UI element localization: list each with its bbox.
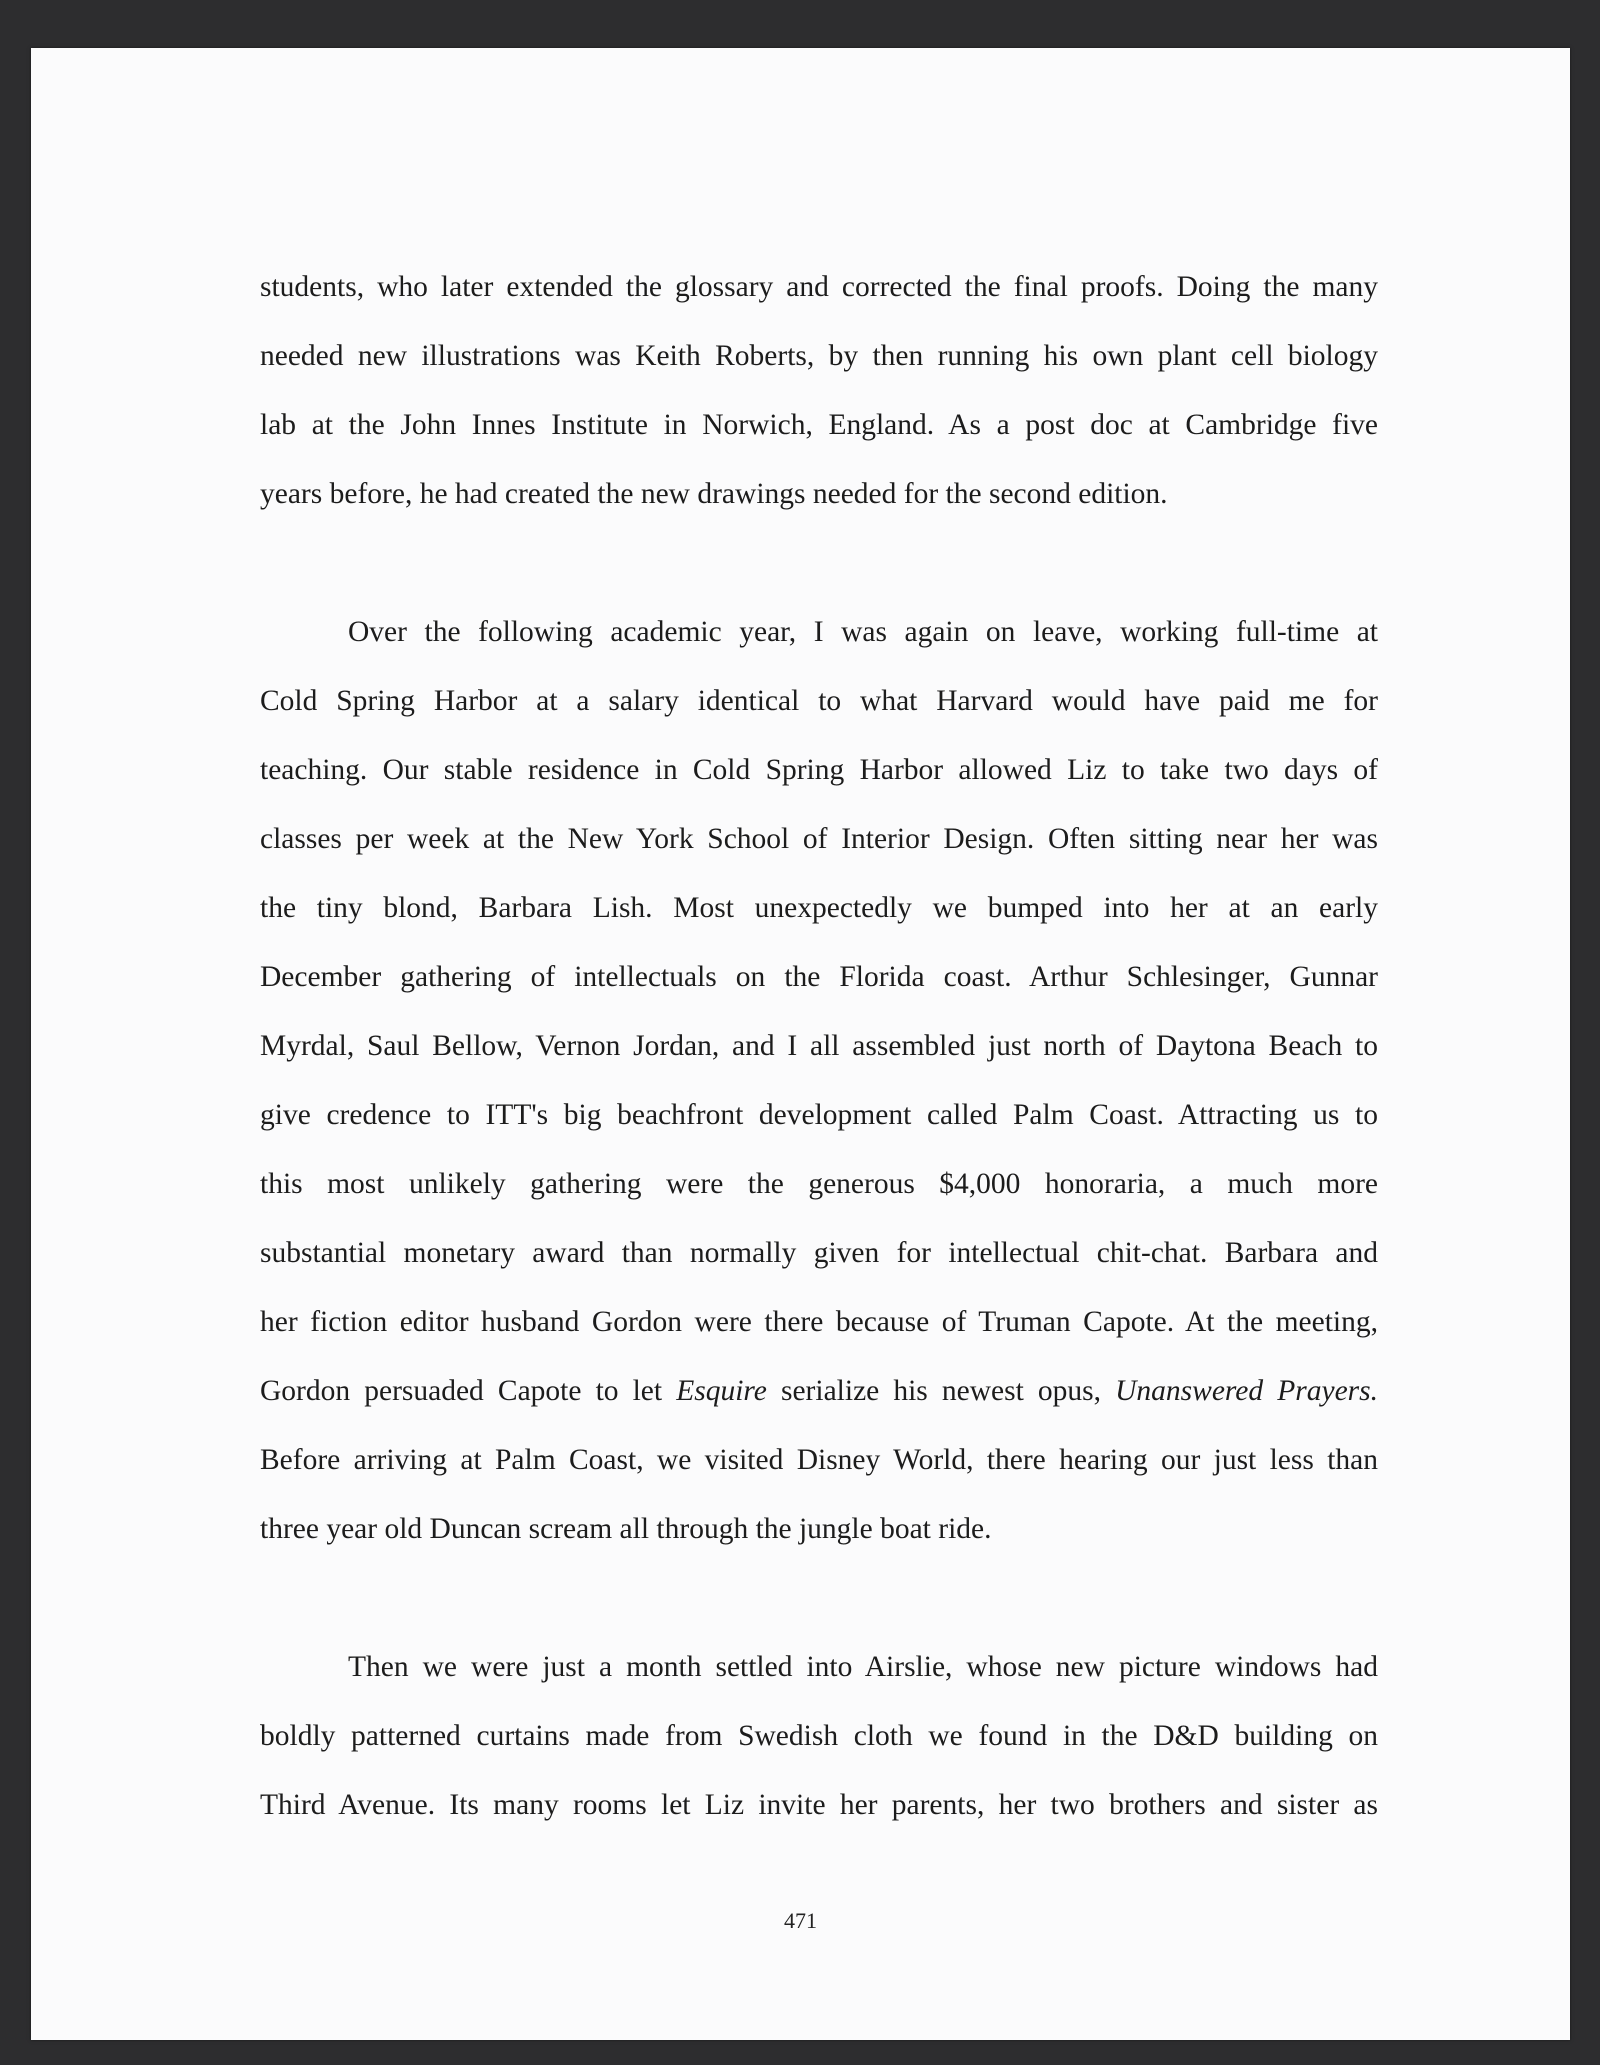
text-line: this most unlikely gathering were the generous $4,000 honoraria, a much more [260, 1168, 1378, 1200]
paragraph-gap [260, 529, 1378, 598]
page-number: 471 [784, 1908, 817, 1933]
italic-title-unanswered-prayers: Unanswered Prayers. [1115, 1375, 1379, 1407]
document-page [31, 48, 1570, 2040]
text-line: teaching. Our stable residence in Cold Spring Harbor allowed Liz to take two days of [260, 754, 1378, 786]
text-line: three year old Duncan scream all through the jungle boat ride. [260, 1513, 992, 1545]
text-line: December gathering of intellectuals on the Florida coast. Arthur Schlesinger, Gunnar [260, 961, 1378, 993]
paragraph-gap [260, 1564, 1378, 1633]
text-line: lab at the John Innes Institute in Norwich, England. As a post doc at Cambridge five [260, 409, 1378, 441]
text-line-italic-titles [260, 1357, 1378, 1426]
text-line: years before, he had created the new drawings needed for the second edition. [260, 478, 1168, 510]
italic-title-esquire: Esquire [676, 1375, 767, 1407]
text-line: needed new illustrations was Keith Roberts, by then running his own plant cell biology [260, 340, 1378, 372]
text-segment: Gordon persuaded Capote to let [260, 1375, 677, 1407]
text-line: classes per week at the New York School of Interior Design. Often sitting near her was [260, 823, 1378, 855]
paragraph-1 [260, 253, 1378, 529]
text-line: Myrdal, Saul Bellow, Vernon Jordan, and I all assembled just north of Daytona Beach to [260, 1030, 1378, 1062]
text-line: her fiction editor husband Gordon were there because of Truman Capote. At the meeting, [260, 1306, 1378, 1338]
text-line: Over the following academic year, I was again on leave, working full-time at [348, 616, 1378, 648]
text-line: the tiny blond, Barbara Lish. Most unexpectedly we bumped into her at an early [260, 892, 1378, 924]
text-segment: serialize his newest opus, [766, 1375, 1116, 1407]
text-line: Before arriving at Palm Coast, we visited Disney World, there hearing our just less than [260, 1444, 1378, 1476]
text-line: Third Avenue. Its many rooms let Liz invite her parents, her two brothers and sister as [260, 1789, 1378, 1821]
text-line: Then we were just a month settled into Airslie, whose new picture windows had [348, 1651, 1378, 1683]
text-line: boldly patterned curtains made from Swedish cloth we found in the D&D building on [260, 1720, 1378, 1752]
text-line: students, who later extended the glossary and corrected the final proofs. Doing the many [260, 271, 1378, 303]
paragraph-3 [260, 1633, 1378, 1840]
text-line: Cold Spring Harbor at a salary identical to what Harvard would have paid me for [260, 685, 1378, 717]
text-line: give credence to ITT's big beachfront development called Palm Coast. Attracting us to [260, 1099, 1378, 1131]
paragraph-2 [260, 598, 1378, 1564]
text-line: substantial monetary award than normally given for intellectual chit-chat. Barbara and [260, 1237, 1378, 1269]
body-text [260, 253, 1378, 1840]
